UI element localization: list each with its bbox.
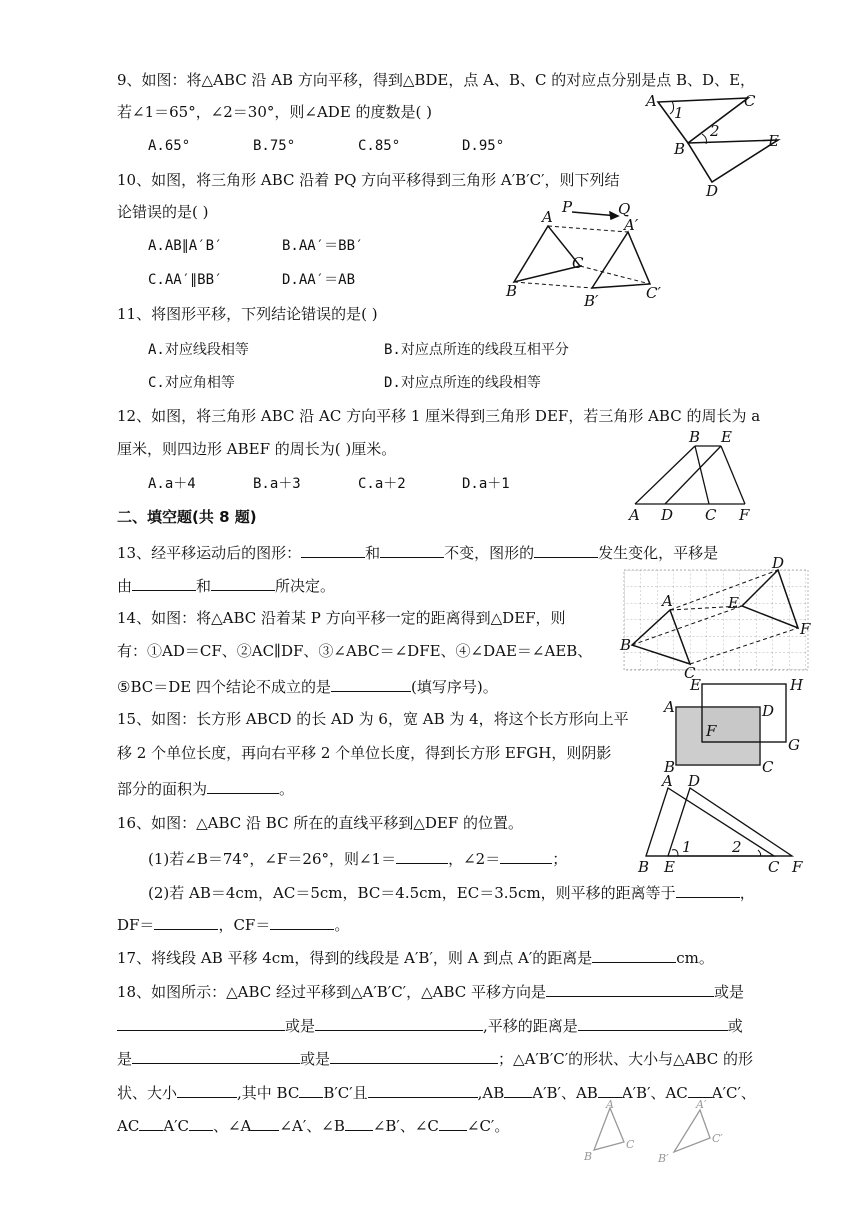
- q16-text-2b: ，∠2＝: [448, 850, 501, 868]
- q10-triangle-abc: [514, 226, 580, 282]
- q12-label-c: C: [705, 506, 717, 524]
- q16-label-b: B: [638, 858, 650, 876]
- q18-text-3b: 或是: [300, 1050, 331, 1068]
- q16-blank-df[interactable]: [154, 913, 218, 930]
- q12-label-e: E: [721, 428, 732, 446]
- q12-option-b: B.a＋3: [253, 476, 301, 492]
- q9-triangle-bde: [688, 140, 778, 182]
- q14-text-3a: ⑤BC＝DE 四个结论不成立的是: [117, 678, 331, 696]
- q16-line2: [148, 847, 567, 869]
- q18-blank-angle-b[interactable]: [345, 1114, 373, 1131]
- q12-figure: [625, 428, 765, 524]
- q9-option-a: A.65°: [148, 138, 191, 154]
- q16-text-3b: ，: [739, 884, 755, 902]
- q16-blank-angle1[interactable]: [396, 847, 448, 864]
- q18-label-a: A: [606, 1098, 614, 1111]
- q11-option-d: D.对应点所连的线段相等: [384, 375, 541, 391]
- q18-text-4d: ,AB: [477, 1084, 505, 1102]
- q16-label-1: 1: [682, 838, 692, 856]
- q15-line3: [117, 777, 294, 799]
- q12-label-f: F: [739, 506, 750, 524]
- q9-label-e: E: [768, 132, 779, 150]
- q18-blank-direction-2[interactable]: [117, 1014, 285, 1031]
- q14-label-f: F: [800, 620, 811, 638]
- q18-text-1b: 或是: [714, 983, 745, 1001]
- q18-blank-ab-rel2[interactable]: [598, 1081, 622, 1098]
- q18-text-5b: A′C: [163, 1117, 190, 1135]
- q11-option-c: C.对应角相等: [148, 375, 235, 391]
- q16-label-a: A: [662, 772, 673, 790]
- q18-blank-ab-rel1[interactable]: [504, 1081, 532, 1098]
- q10-label-a: A: [542, 208, 553, 226]
- q12-label-a: A: [629, 506, 640, 524]
- q13-text-5: 由: [117, 577, 133, 595]
- q9-option-b: B.75°: [253, 138, 296, 154]
- q18-text-5d: ∠A′、∠B: [279, 1117, 345, 1135]
- q18-blank-bc-cond[interactable]: [368, 1081, 478, 1098]
- q15-label-e: E: [690, 676, 701, 694]
- q14-line1: 14、如图：将△ABC 沿着某 P 方向平移一定的距离得到△DEF，则: [117, 609, 566, 627]
- q12-option-d: D.a＋1: [462, 476, 510, 492]
- q18-blank-same[interactable]: [177, 1081, 237, 1098]
- q18-line3: [117, 1047, 753, 1069]
- q13-blank-3[interactable]: [534, 541, 598, 558]
- q16-label-f: F: [792, 858, 803, 876]
- q13-text-4: 发生变化，平移是: [598, 544, 719, 562]
- q18-text-4f: A′B′、AC: [621, 1084, 688, 1102]
- q10-label-c-prime: C′: [646, 284, 661, 302]
- q15-label-a: A: [664, 698, 675, 716]
- q15-label-b: B: [664, 758, 676, 776]
- q9-line2: 若∠1＝65°，∠2＝30°，则∠ADE 的度数是( ): [117, 103, 433, 121]
- q18-blank-bc-rel[interactable]: [299, 1081, 323, 1098]
- q9-option-c: C.85°: [358, 138, 401, 154]
- q13-line2: [117, 574, 335, 596]
- q18-label-b-prime: B′: [658, 1152, 669, 1165]
- q18-text-5c: 、∠A: [213, 1117, 252, 1135]
- q14-text-3b: (填写序号)。: [410, 678, 498, 696]
- q9-label-d: D: [706, 182, 719, 200]
- q10-option-c: C.AA′∥BB′: [148, 272, 223, 288]
- q12-label-b: B: [689, 428, 701, 446]
- q14-label-c: C: [684, 664, 696, 682]
- q18-text-2c: 或: [727, 1017, 743, 1035]
- q18-text-2b: ,平移的距离是: [483, 1017, 578, 1035]
- q16-text-2c: ；: [552, 850, 568, 868]
- q18-text-4b: ,其中 BC: [237, 1084, 300, 1102]
- q16-line4: [117, 913, 349, 935]
- q18-text-4g: A′C′、: [711, 1084, 756, 1102]
- q18-text-4a: 状、大小: [117, 1084, 178, 1102]
- q13-blank-5[interactable]: [211, 574, 275, 591]
- q15-text-3a: 部分的面积为: [117, 780, 208, 798]
- q15-label-g: G: [788, 736, 800, 754]
- q9-line1: 9、如图：将△ABC 沿 AB 方向平移，得到△BDE，点 A、B、C 的对应点分别是点 B、D、E，: [117, 71, 756, 89]
- q18-text-4c: B′C′且: [323, 1084, 368, 1102]
- q16-line3: [148, 881, 755, 903]
- q15-label-d: D: [762, 702, 775, 720]
- q11-option-a: A.对应线段相等: [148, 342, 249, 358]
- q18-line1: [117, 980, 744, 1002]
- q15-label-h: H: [790, 676, 804, 694]
- q16-blank-angle2[interactable]: [500, 847, 552, 864]
- q14-label-e: E: [728, 594, 739, 612]
- q18-blank-angle-a[interactable]: [251, 1114, 279, 1131]
- q13-text-7: 所决定。: [275, 577, 336, 595]
- q17-text-2: cm。: [676, 949, 714, 967]
- q10-label-q: Q: [618, 200, 631, 218]
- q13-text-2: 和: [365, 544, 381, 562]
- q16-text-3a: (2)若 AB＝4cm，AC＝5cm，BC＝4.5cm，EC＝3.5cm，则平移的距离等于: [148, 884, 676, 902]
- q10-option-b: B.AA′＝BB′: [282, 238, 364, 254]
- q16-blank-cf[interactable]: [270, 913, 334, 930]
- q10-label-a-prime: A′: [624, 216, 639, 234]
- q9-option-d: D.95°: [462, 138, 505, 154]
- q18-line5: [117, 1114, 509, 1136]
- q12-option-c: C.a＋2: [358, 476, 406, 492]
- q10-option-a: A.AB∥A′B′: [148, 238, 223, 254]
- q14-blank[interactable]: [331, 675, 411, 692]
- q18-blank-angle-c[interactable]: [439, 1114, 467, 1131]
- q15-text-3b: 。: [279, 780, 295, 798]
- q18-text-3a: 是: [117, 1050, 133, 1068]
- q18-label-a-prime: A′: [696, 1098, 707, 1111]
- q16-text-4c: 。: [334, 916, 350, 934]
- q18-line2: [117, 1014, 743, 1036]
- q16-text-4b: ，CF＝: [218, 916, 271, 934]
- q9-label-2: 2: [710, 122, 720, 140]
- q11-line1: 11、将图形平移，下列结论错误的是( ): [117, 305, 378, 323]
- q10-label-b: B: [506, 282, 518, 300]
- q15-blank[interactable]: [207, 777, 279, 794]
- q18-text-3c: ；△A′B′C′的形状、大小与△ABC 的形: [498, 1050, 754, 1068]
- q18-figure: [578, 1098, 738, 1168]
- q18-text-5a: AC: [117, 1117, 140, 1135]
- q10-line1: 10、如图，将三角形 ABC 沿着 PQ 方向平移得到三角形 A′B′C′，则下列结: [117, 171, 620, 189]
- q18-blank-ac-rel1[interactable]: [688, 1081, 712, 1098]
- q12-option-a: A.a＋4: [148, 476, 196, 492]
- q16-blank-distance[interactable]: [676, 881, 740, 898]
- q17-blank[interactable]: [592, 946, 676, 963]
- q10-figure: [500, 198, 670, 313]
- q16-label-d: D: [688, 772, 701, 790]
- q10-label-b-prime: B′: [584, 292, 599, 310]
- q18-triangle-a2b2c2: [674, 1110, 710, 1152]
- q9-triangle-abc: [658, 98, 748, 143]
- q18-blank-distance-3[interactable]: [330, 1047, 498, 1064]
- q12-line2: 厘米，则四边形 ABEF 的周长为( )厘米。: [117, 440, 397, 458]
- q15-label-c: C: [762, 758, 774, 776]
- q16-label-e: E: [664, 858, 675, 876]
- q12-line1: 12、如图，将三角形 ABC 沿 AC 方向平移 1 厘米得到三角形 DEF，若三角形 ABC 的周长为 a: [117, 407, 761, 425]
- q16-label-c: C: [768, 858, 780, 876]
- q15-label-f: F: [706, 722, 717, 740]
- q18-blank-distance-2[interactable]: [132, 1047, 300, 1064]
- q9-label-b: B: [674, 140, 686, 158]
- q18-label-b: B: [584, 1150, 593, 1163]
- q14-line3: [117, 675, 498, 697]
- q10-line2: 论错误的是( ): [117, 203, 209, 221]
- q17-text-1: 17、将线段 AB 平移 4cm，得到的线段是 A′B′，则 A 到点 A′的距离是: [117, 949, 593, 967]
- q18-label-c-prime: C′: [712, 1132, 723, 1145]
- q14-line2: 有：①AD＝CF、②AC∥DF、③∠ABC＝∠DFE、④∠DAE＝∠AEB、: [117, 642, 593, 660]
- q14-label-a: A: [662, 592, 673, 610]
- q16-line1: 16、如图：△ABC 沿 BC 所在的直线平移到△DEF 的位置。: [117, 814, 524, 832]
- q18-blank-direction-3[interactable]: [315, 1014, 483, 1031]
- q14-label-d: D: [772, 554, 785, 572]
- q16-text-2a: (1)若∠B＝74°，∠F＝26°，则∠1＝: [148, 850, 397, 868]
- q13-blank-2[interactable]: [380, 541, 444, 558]
- q18-blank-ac-tail[interactable]: [189, 1114, 213, 1131]
- q14-figure: [618, 554, 818, 682]
- q14-label-b: B: [620, 636, 632, 654]
- q11-option-b: B.对应点所连的线段互相平分: [384, 342, 569, 358]
- q15-line1: 15、如图：长方形 ABCD 的长 AD 为 6，宽 AB 为 4，将这个长方形向上平: [117, 710, 629, 728]
- q18-text-5e: ∠B′、∠C: [372, 1117, 439, 1135]
- q18-text-1a: 18、如图所示：△ABC 经过平移到△A′B′C′，△ABC 平移方向是: [117, 983, 547, 1001]
- q13-text-3: 不变，图形的: [444, 544, 535, 562]
- q9-label-a: A: [646, 92, 657, 110]
- q12-label-d: D: [661, 506, 674, 524]
- section-title-fill-in: 二、填空题(共 8 题): [117, 508, 257, 526]
- q13-text-1: 13、经平移运动后的图形：: [117, 544, 302, 562]
- q16-label-2: 2: [732, 838, 742, 856]
- q18-text-2a: 或是: [285, 1017, 316, 1035]
- q13-blank-1[interactable]: [301, 541, 365, 558]
- q13-text-6: 和: [196, 577, 212, 595]
- q18-label-c: C: [626, 1138, 635, 1151]
- q15-line2: 移 2 个单位长度，再向右平移 2 个单位长度，得到长方形 EFGH，则阴影: [117, 744, 612, 762]
- q16-triangle-abc: [646, 788, 774, 856]
- q10-option-d: D.AA′＝AB: [282, 272, 356, 288]
- q15-figure: [660, 678, 810, 774]
- q9-label-1: 1: [674, 104, 684, 122]
- q18-text-4e: A′B′、AB: [532, 1084, 598, 1102]
- q13-blank-4[interactable]: [132, 574, 196, 591]
- q9-label-c: C: [744, 92, 756, 110]
- q18-blank-ac-rel2[interactable]: [139, 1114, 163, 1131]
- q10-label-c: C: [572, 254, 584, 272]
- q16-figure: [632, 772, 812, 876]
- q10-triangle-a2b2c2: [592, 232, 650, 288]
- q18-blank-distance-1[interactable]: [578, 1014, 728, 1031]
- q18-text-5f: ∠C′。: [466, 1117, 510, 1135]
- q10-label-p: P: [562, 198, 573, 216]
- q16-text-4a: DF＝: [117, 916, 155, 934]
- q17-line: [117, 946, 714, 968]
- q18-blank-direction-1[interactable]: [546, 980, 714, 997]
- q18-triangle-abc: [594, 1108, 624, 1150]
- q9-figure: [640, 88, 790, 198]
